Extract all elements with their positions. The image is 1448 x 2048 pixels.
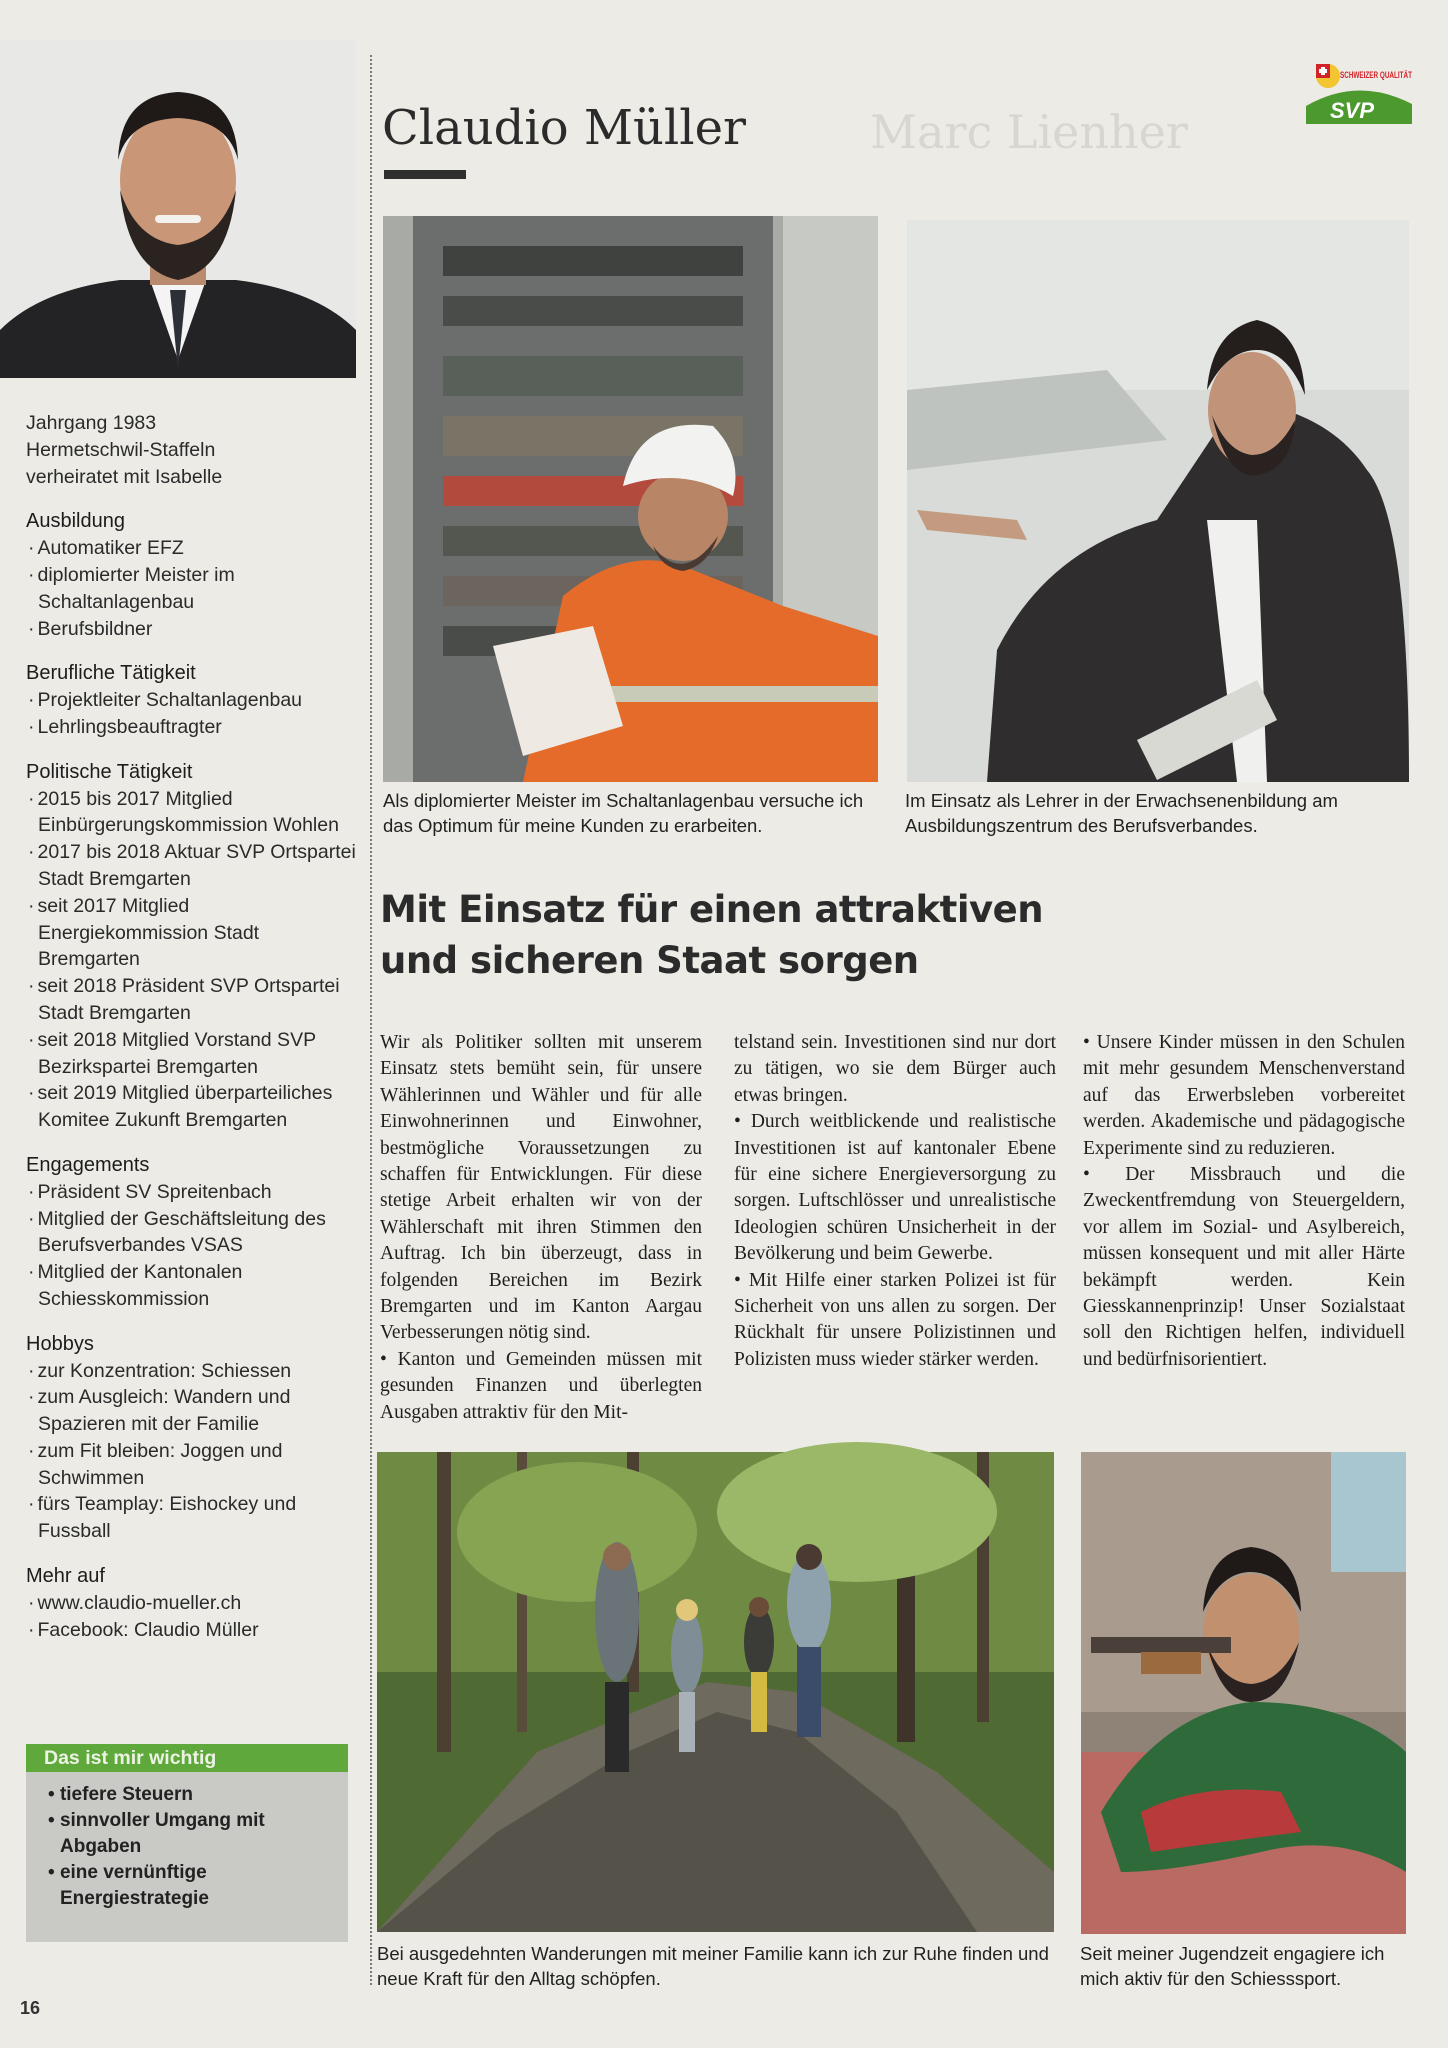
article-paragraph: • Durch weitblickende und realistische Investitionen ist auf kantonaler Ebene für eine sichere Energieversorgung zu sorgen. Luftschlösser und unrealistische Ideologien schüren Unsicherheit in der Bevölkerung und beim Gewerbe. [734, 1111, 1056, 1265]
list-item: · 2015 bis 2017 Mitglied Einbürgerungskommission Wohlen [26, 786, 356, 840]
career-section [26, 660, 356, 740]
list-item: · Automatiker EFZ [26, 535, 356, 562]
important-item: • eine vernünftige Energiestrategie [46, 1860, 348, 1912]
list-item: · seit 2018 Mitglied Vorstand SVP Bezirkspartei Bremgarten [26, 1027, 356, 1081]
logo-brand: SVP [1330, 98, 1375, 123]
article-paragraph: • Unsere Kinder müssen in den Schulen mit mehr gesundem Menschenverstand auf das Erwerbsleben vorbereitet werden. Akademische und pädagogische Experimente sind zu reduzieren. [1083, 1032, 1405, 1159]
article-column-2 [734, 1030, 1056, 1373]
article-paragraph: Wir als Politiker sollten mit unserem Einsatz stets bemüht sein, für unsere Wählerinnen und Wähler und für alle Einwohnerinnen und Einwohner, bestmögliche Voraussetzungen zu schaffen für Entwicklungen. Für diese stetige Arbeit erhalten wir von der Wählerschaft mit ihren Stimmen den Auftrag. Ich bin überzeugt, dass in folgenden Bereichen im Bezirk Bremgarten und im Kanton Aargau Verbesserungen nötig sind. [380, 1032, 702, 1344]
important-item: • tiefere Steuern [46, 1782, 348, 1808]
background-faded-title: Marc Lienher [870, 105, 1188, 159]
column-divider [370, 55, 372, 1985]
links-section [26, 1563, 356, 1643]
hobbies-section [26, 1331, 356, 1545]
article-headline: Mit Einsatz für einen attraktiven und sicheren Staat sorgen [380, 888, 1044, 982]
list-item: · zur Konzentration: Schiessen [26, 1358, 356, 1385]
marital-status: verheiratet mit Isabelle [26, 465, 223, 488]
section-heading: Politische Tätigkeit [26, 760, 193, 783]
portrait-photo [0, 40, 356, 378]
important-box-heading: Das ist mir wichtig [26, 1744, 348, 1772]
list-item: · Projektleiter Schaltanlagenbau [26, 687, 356, 714]
logo-tagline: SCHWEIZER QUALITÄT [1340, 70, 1413, 80]
section-heading: Berufliche Tätigkeit [26, 662, 196, 685]
list-item: · zum Ausgleich: Wandern und Spazieren mit der Familie [26, 1384, 356, 1438]
teacher-photo [907, 220, 1409, 782]
svp-logo [1300, 56, 1415, 124]
list-item: · Präsident SV Spreitenbach [26, 1179, 356, 1206]
article-column-3 [1083, 1030, 1405, 1373]
politics-section [26, 759, 356, 1134]
list-item: · 2017 bis 2018 Aktuar SVP Ortspartei Stadt Bremgarten [26, 839, 356, 893]
article-column-1 [380, 1030, 702, 1426]
list-item: · Berufsbildner [26, 616, 356, 643]
facebook-link[interactable]: · Facebook: Claudio Müller [26, 1617, 356, 1644]
section-heading: Hobbys [26, 1332, 94, 1355]
article-paragraph: telstand sein. Investitionen sind nur dort zu tätigen, wo sie dem Bürger auch etwas bringen. [734, 1032, 1056, 1106]
page-title: Claudio Müller [382, 100, 746, 156]
list-item: · Lehrlingsbeauftragter [26, 714, 356, 741]
section-heading: Engagements [26, 1153, 150, 1176]
engagements-section [26, 1152, 356, 1313]
family-hiking-photo [377, 1452, 1054, 1932]
article-paragraph: • Mit Hilfe einer starken Polizei ist für Sicherheit von uns allen zu sorgen. Der Rückhalt für unsere Polizistinnen und Polizisten muss wieder stärker werden. [734, 1269, 1056, 1370]
list-item: · seit 2018 Präsident SVP Ortspartei Stadt Bremgarten [26, 973, 356, 1027]
caption-electrical: Als diplomierter Meister im Schaltanlagenbau versuche ich das Optimum für meine Kunden zu erarbeiten. [383, 790, 864, 836]
hometown: Hermetschwil-Staffeln [26, 438, 216, 461]
list-item: · diplomierter Meister im Schaltanlagenbau [26, 562, 356, 616]
page-number: 16 [20, 1998, 41, 2018]
article-paragraph: • Kanton und Gemeinden müssen mit gesunden Finanzen und überlegten Ausgaben attraktiv für den Mit- [380, 1348, 702, 1423]
shooting-sport-photo [1081, 1452, 1406, 1934]
important-item: • sinnvoller Umgang mit Abgaben [46, 1808, 348, 1860]
title-underline [384, 170, 466, 179]
profile-sidebar [26, 410, 356, 1643]
website-link[interactable]: · www.claudio-mueller.ch [26, 1590, 356, 1617]
list-item: · Mitglied der Kantonalen Schiesskommission [26, 1259, 356, 1313]
education-section [26, 508, 356, 642]
important-box [26, 1744, 348, 1942]
section-heading: Ausbildung [26, 510, 125, 533]
list-item: · zum Fit bleiben: Joggen und Schwimmen [26, 1438, 356, 1492]
list-item: · Mitglied der Geschäftsleitung des Berufsverbandes VSAS [26, 1206, 356, 1260]
list-item: · seit 2019 Mitglied überparteiliches Komitee Zukunft Bremgarten [26, 1080, 356, 1134]
caption-shooting: Seit meiner Jugendzeit engagiere ich mich aktiv für den Schiesssport. [1080, 1943, 1385, 1989]
birth-year: Jahrgang 1983 [26, 412, 157, 434]
caption-teacher: Im Einsatz als Lehrer in der Erwachsenenbildung am Ausbildungszentrum des Berufsverbandes. [905, 790, 1338, 836]
list-item: · seit 2017 Mitglied Energiekommission Stadt Bremgarten [26, 893, 356, 973]
article-paragraph: • Der Missbrauch und die Zweckentfremdung von Steuergeldern, vor allem im Sozial- und Asylbereich, müssen konsequent und mit aller Härte bekämpft werden. Kein Giesskannenprinzip! Unser Sozialstaat soll den Richtigen helfen, individuell und bedürfnisorientiert. [1083, 1164, 1405, 1370]
electrical-cabinet-photo [383, 216, 878, 782]
list-item: · fürs Teamplay: Eishockey und Fussball [26, 1491, 356, 1545]
caption-family: Bei ausgedehnten Wanderungen mit meiner Familie kann ich zur Ruhe finden und neue Kraft für den Alltag schöpfen. [377, 1943, 1049, 1989]
section-heading: Mehr auf [26, 1565, 105, 1588]
intro-section [26, 410, 356, 490]
important-list [26, 1782, 348, 1912]
